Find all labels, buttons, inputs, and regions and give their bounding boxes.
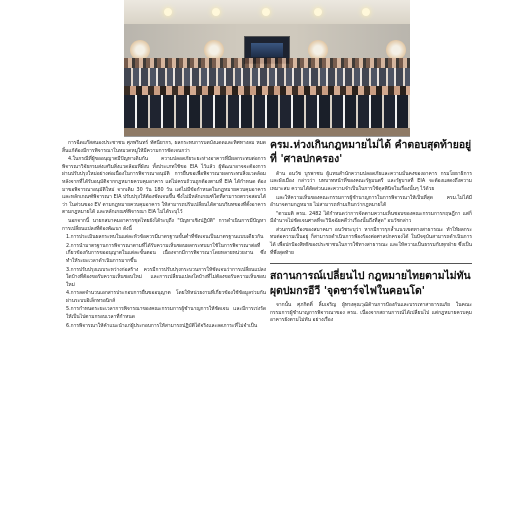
ceiling-lamp <box>262 8 270 16</box>
ceiling-lamp <box>164 8 172 16</box>
paragraph: ด้าน อนวัช บูรพาชน ผู้แทนสำนักความปลอดภัยและความมั่นคงของอาคาร กรมโยธาธิการและผังเมือง กล่าวว่า บทบาทหน้าที่ของคณะรัฐมนตรี และรัฐบาลที่ EIA จะต้องแสดงถึงความเหมาะสม ความได้สัดส่วนและความจำเป็นในการใช้ดุลพินิจในเรื่องนั้นๆ ไว้ด้วย <box>270 170 472 192</box>
right-column <box>270 138 472 326</box>
paragraph: ส่วนกรณีเรื่องของสมาคมฯ อนวัชระบุว่า หากมีการรุกล้ำแนวเขตทางสาธารณะ ทำให้ผลกระทบต่อความเป็นอยู่ ก็สามารถดำเนินการฟ้องร้องต่อศาลปกครองได้ ในปัจจุบันสามารถดำเนินการได้ เพื่อปกป้องสิทธิของประชาชนในการใช้ทางสาธารณะ และให้ความเป็นธรรมกับทุกฝ่าย ซึ่งเป็นที่พึ่งสุดท้าย <box>270 226 472 256</box>
list-item: 3.การปรับปรุงแบบระหว่างก่อสร้าง ควรมีการปรับปรุงกระบวนการให้ชัดเจนว่าการเปลี่ยนแปลงใดบ้างที่ต้องขอรับความเห็นชอบใหม่ และการเปลี่ยนแปลงใดบ้างที่ไม่ต้องขอรับความเห็นชอบใหม่ <box>66 266 266 288</box>
paragraph: นอกจากนี้ นายกสมาคมอาคารชุดไทยยังได้ระบุถึง "ปัญหาเชิงปฏิบัติ" การดำเนินการมีปัญหาการเปลี่ยนแปลงที่ต้องพัฒนา ดังนี้ <box>62 217 266 232</box>
article-body <box>270 302 472 325</box>
list-item: 6.การพิจารณาให้คำแนะนำแก่ผู้ประกอบการให้สามารถปฏิบัติได้จริงและลดภาระที่ไม่จำเป็น <box>66 322 258 329</box>
paragraph: 4.ในกรณีที่ผู้ขออนุญาตมีปัญหาเดิมกัน ความปลอดภัยระยะห่างอาคารที่มีผลกระทบต่อการพิจารณาวิจัยกรมส่งเสริมสิ่งแวดล้อมที่ผังบ ทั้งประเภทใช้ขอ EIA ไว้แล้ว ผู้พัฒนาอาจจะต้องการผ่านปรับปรุงใหม่อย่างต่อเนื่องในการพิจารณาอนุมัติ การยื่นขอเพื่อพิจารณาผลกระทบสิ่งแวดล้อมหลังจากที่ได้รับอนุมัติจากกฎหมายควบคุมอาคาร แต่ไม่ครบถ้วนถูกต้องตามที่ EIA ได้กำหนด ต้องมาขอพิจารณาอนุมัติใหม่ จากเดิม 30 วัน 180 วัน แต่ไม่มีข้อกำหนดในกฎหมายควบคุมอาคาร และหลักเกณฑ์พิจารณา EIA ปรับปรุงให้ต้องชัดเจนขึ้น ซึ่งไม่มีหลักเกณฑ์ใดที่สามารถตรวจสอบได้ว่า ในส่วนของ EV ตามกฎหมายควบคุมอาคาร ให้สามารถปรับเปลี่ยนได้ตามบริบทของที่ตั้งอาคารตามกฎหมายได้ และหลักเกณฑ์พิจารณา EIA ไม่ได้ระบุไว้ <box>62 156 266 216</box>
ceiling-lamp <box>314 8 322 16</box>
list-item: 5.การกำหนดระยะเวลาการพิจารณาของคณะกรรมการผู้ชำนาญการให้ชัดเจน และมีการเร่งรัดให้เป็นไปตามกรอบเวลาที่กำหนด <box>66 306 266 321</box>
ceiling-lamp <box>362 8 370 16</box>
flower-decoration <box>386 40 406 60</box>
article-body <box>270 171 472 258</box>
ceiling-lamp <box>212 8 220 16</box>
group-photo <box>124 0 410 137</box>
paragraph: "ตามมติ ครม. 2482 ได้กำหนดว่าการจัดตามความเห็นชอบของคณะกรรมการกฤษฎีกา แต่ก็มีอำนาจไม่ชัดเจนศาลที่จะวินิจฉัยคดีว่าเรื่องนั้นถึงที่สุด" อนวัชกล่าว <box>270 210 472 225</box>
left-column <box>62 140 266 331</box>
ceiling <box>124 0 410 24</box>
paragraph: การฉีดแก๊สสนองประชาชน ศุภพรินทร์ ทัศนียากร, ผลกระทบการบดบังแดดและทิศทางลม หมดสิ้นแก้ต้องมีการพิจารณาในหมวดหมู่ให้มีความการชัดเจนกว่า <box>62 140 266 154</box>
paragraph: จากนั้น ศุภกิตติ์ ลิ้มเจริญ ผู้ทรงคุณวุฒิด้านการป้องกันและบรรเทาสาธารณภัย ในคณะกรรมการผู้ชำนาญการพิจารณาของ ครม. เนื่องจากสถานการณ์ได้เปลี่ยนไป แต่กฎหมายควบคุมอาคารยังตามไม่ทัน อย่างเรื่อง <box>270 301 472 324</box>
section-divider <box>270 263 472 264</box>
section-headline: ครม.ห่วงเกินกฎหมายไม่ได้ คำตอบสุดท้ายอยู่ที่ 'ศาลปกครอง' <box>270 139 472 166</box>
list-item: 2.การนำมาตรฐานการพิจารณาตามที่ได้รับความเห็นชอบผลกระทบมาใช้ในการพิจารณาต่อที่เกี่ยวข้องกับการขออนุญาตในแต่ละขั้นตอน เนื่องจากมีการพิจารณาโดยหลายหน่วยงาน ซึ่งทำให้ระยะเวลาดำเนินการมากขึ้น <box>66 242 266 264</box>
flower-decoration <box>130 40 150 60</box>
flower-decoration <box>204 40 224 60</box>
section-headline: สถานการณ์เปลี่ยนไป กฎหมายไทยตามไม่ทันผุดปมกรอีวี 'จุดชาร์จไฟในคอนโด' <box>270 270 471 297</box>
paragraph: และให้ความเห็นของคณะกรรมการผู้ชำนาญการในการพิจารณาให้เป็นที่สุด ครม.ไม่ได้มีอำนาจตามกฎหมาย ไม่สามารถห้ามเกินกว่ากฎหมายได้ <box>270 194 472 209</box>
list-item: 4.การลดจำนวนเอกสารประกอบการยื่นขออนุญาต โดยให้หน่วยงานที่เกี่ยวข้องใช้ข้อมูลร่วมกันผ่านระบบอิเล็กทรอนิกส์ <box>66 290 266 304</box>
flower-decoration <box>308 40 328 60</box>
floor <box>124 128 410 136</box>
list-item: 1.การประเมินผลกระทบในแต่ละหัวข้อควรมีมาตรฐานขั้นต่ำที่ชัดเจนเป็นมาตรฐานแบบเดียวกัน <box>66 234 264 241</box>
